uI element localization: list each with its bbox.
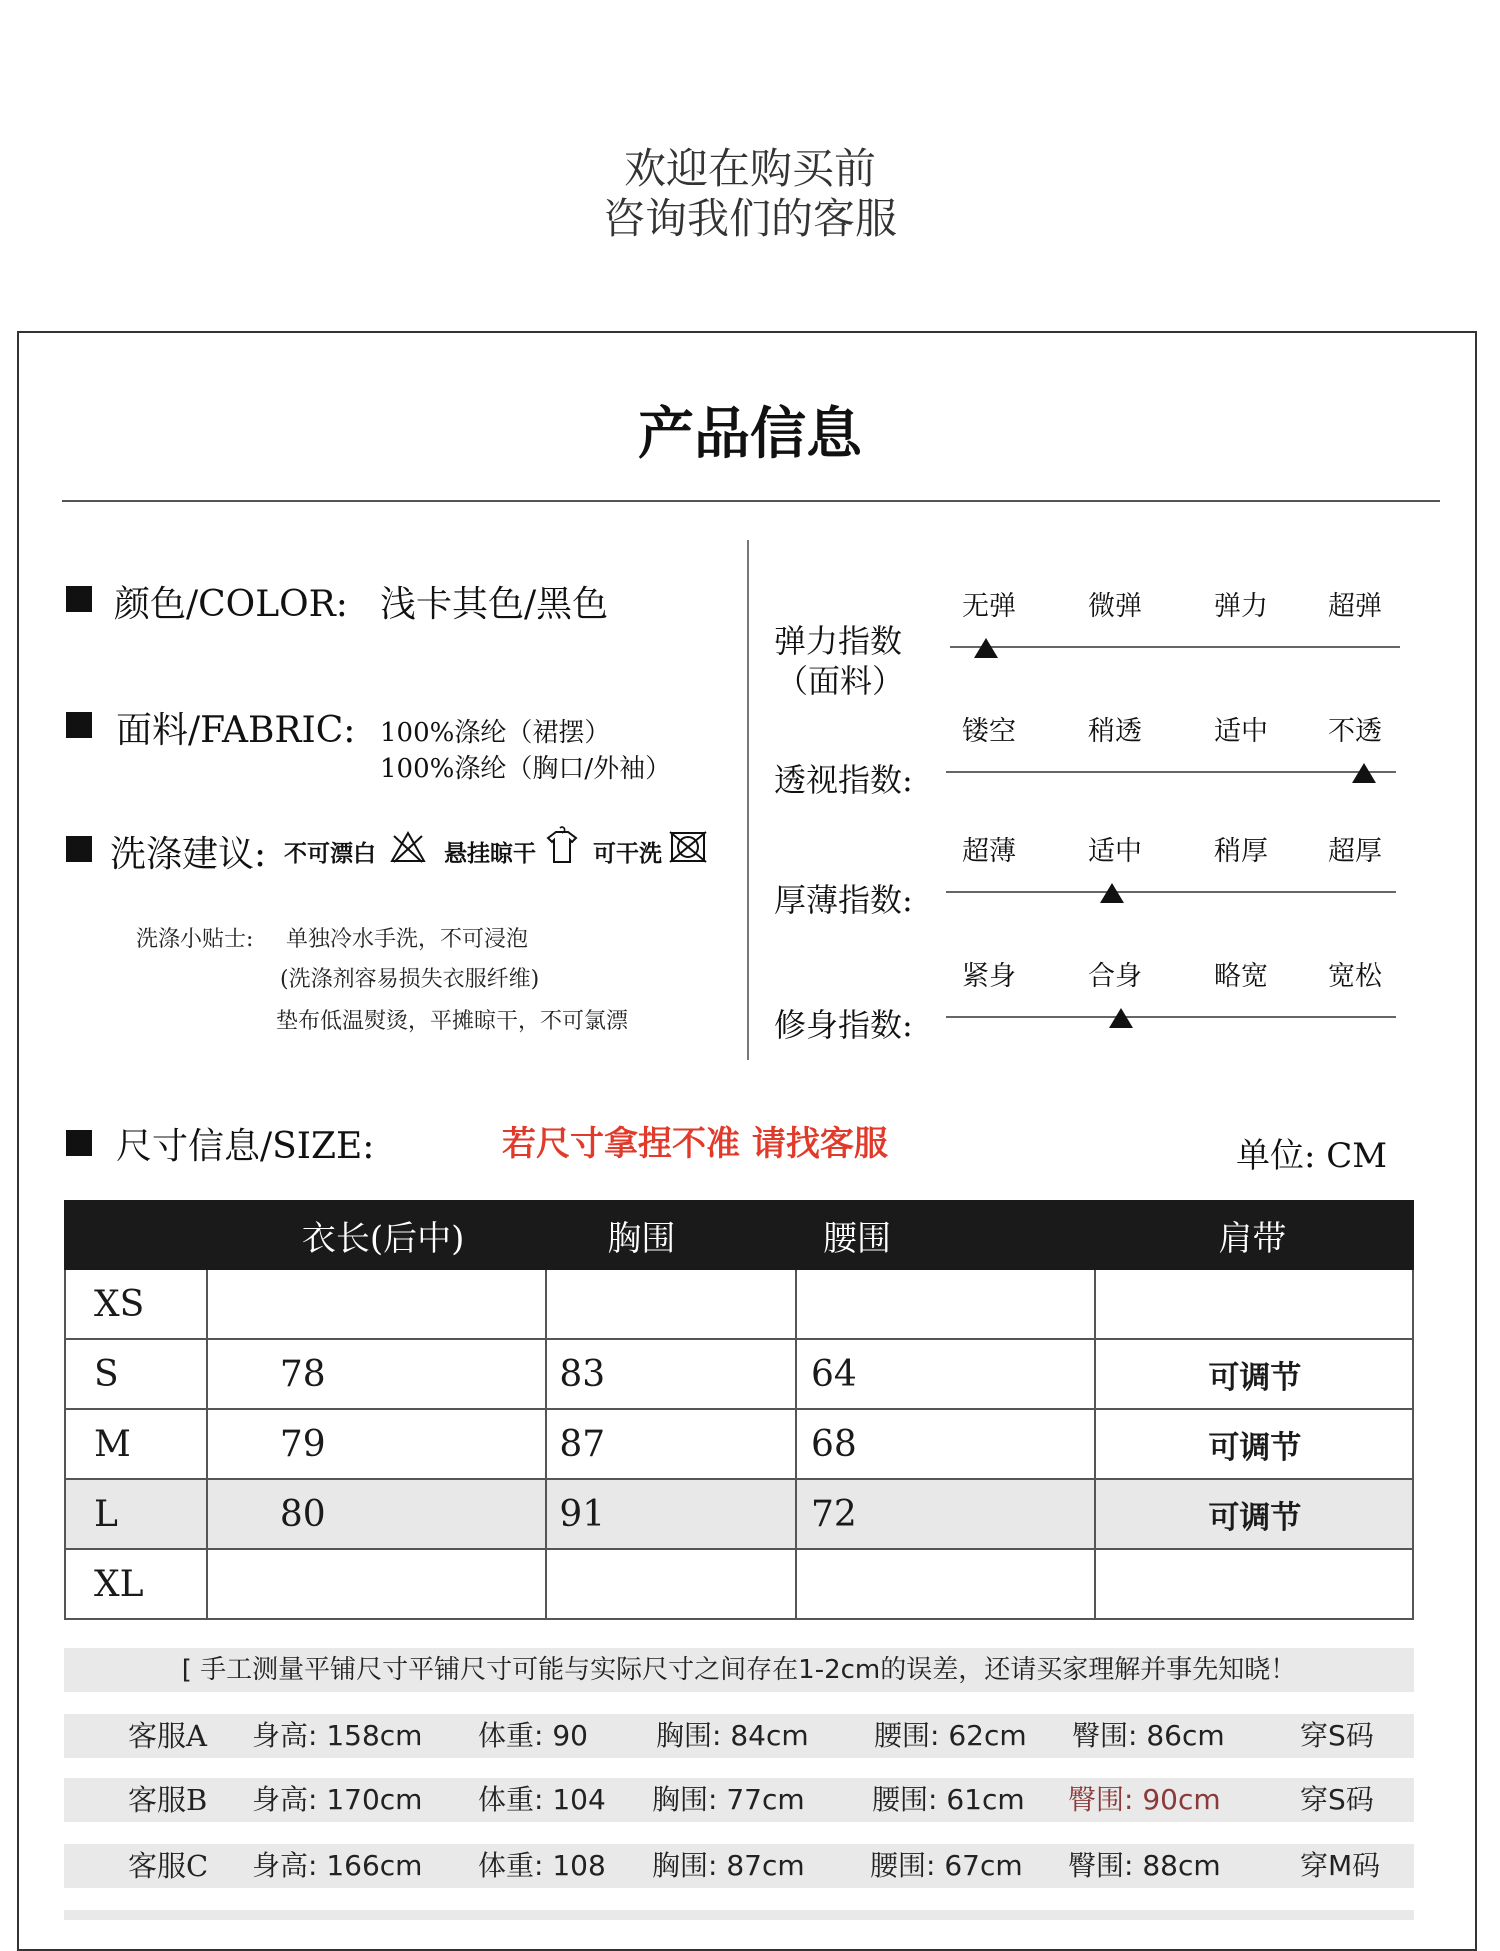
table-row bbox=[65, 1339, 1413, 1409]
model-fit: 穿S码 bbox=[1300, 1783, 1374, 1816]
index-option: 稍透 bbox=[1088, 716, 1142, 747]
index-option: 宽松 bbox=[1328, 961, 1382, 992]
care-label-hang-dry: 悬挂晾干 bbox=[444, 840, 536, 867]
model-fit: 穿S码 bbox=[1300, 1719, 1374, 1752]
model-height: 身高: 158cm bbox=[252, 1719, 423, 1752]
color-label: 颜色/COLOR: bbox=[114, 584, 348, 625]
index-option: 超弹 bbox=[1328, 591, 1382, 622]
tips-line-1: 单独冷水手洗，不可浸泡 bbox=[286, 927, 529, 952]
chest-cell: 91 bbox=[546, 1479, 796, 1549]
index-marker-icon bbox=[1100, 883, 1124, 903]
index-marker-icon bbox=[974, 638, 998, 658]
index-option: 适中 bbox=[1088, 836, 1142, 867]
length-cell bbox=[207, 1269, 547, 1339]
header-line-1: 欢迎在购买前 bbox=[623, 144, 876, 193]
index-option: 略宽 bbox=[1214, 961, 1268, 992]
index-label: 弹力指数 bbox=[774, 622, 903, 660]
index-label: 透视指数: bbox=[774, 761, 913, 799]
waist-cell bbox=[796, 1549, 1095, 1619]
bullet-icon bbox=[66, 836, 92, 862]
index-scale bbox=[946, 1016, 1396, 1018]
index-sublabel: （面料） bbox=[776, 662, 905, 700]
waist-cell: 64 bbox=[796, 1339, 1095, 1409]
length-cell: 79 bbox=[207, 1409, 547, 1479]
size-warning: 若尺寸拿捏不准 请找客服 bbox=[502, 1124, 888, 1164]
size-cell: M bbox=[65, 1409, 207, 1479]
model-chest: 胸围: 84cm bbox=[656, 1719, 809, 1752]
model-row bbox=[64, 1844, 1414, 1888]
table-row bbox=[65, 1409, 1413, 1479]
index-scale bbox=[950, 646, 1400, 648]
fabric-line-2: 100%涤纶（胸口/外袖） bbox=[380, 754, 672, 784]
hang-dry-icon bbox=[544, 826, 580, 864]
model-weight: 体重: 104 bbox=[478, 1783, 606, 1816]
header-cell: 肩带 bbox=[1095, 1201, 1413, 1269]
index-option: 稍厚 bbox=[1214, 836, 1268, 867]
index-option: 弹力 bbox=[1214, 591, 1268, 622]
index-scale bbox=[946, 771, 1396, 773]
strap-cell: 可调节 bbox=[1095, 1339, 1413, 1409]
model-waist: 腰围: 62cm bbox=[874, 1719, 1027, 1752]
fabric-line-1: 100%涤纶（裙摆） bbox=[380, 718, 611, 748]
strap-cell bbox=[1095, 1549, 1413, 1619]
model-fit: 穿M码 bbox=[1300, 1849, 1381, 1882]
index-marker-icon bbox=[1109, 1008, 1133, 1028]
size-cell: L bbox=[65, 1479, 207, 1549]
divider bbox=[62, 500, 1440, 502]
model-height: 身高: 170cm bbox=[252, 1783, 423, 1816]
table-row bbox=[65, 1269, 1413, 1339]
waist-cell: 72 bbox=[796, 1479, 1095, 1549]
no-bleach-icon bbox=[390, 830, 426, 864]
header-cell: 胸围 bbox=[546, 1201, 796, 1269]
model-name: 客服A bbox=[128, 1719, 207, 1753]
chest-cell bbox=[546, 1269, 796, 1339]
dry-clean-icon bbox=[668, 830, 710, 864]
table-row bbox=[65, 1549, 1413, 1619]
index-marker-icon bbox=[1352, 763, 1376, 783]
tips-line-2: (洗涤剂容易损失衣服纤维) bbox=[280, 967, 540, 992]
model-hip: 臀围: 88cm bbox=[1068, 1849, 1221, 1882]
tips-line-3: 垫布低温熨烫，平摊晾干，不可氯漂 bbox=[276, 1009, 629, 1034]
model-weight: 体重: 108 bbox=[478, 1849, 606, 1882]
length-cell bbox=[207, 1549, 547, 1619]
header-line-2: 咨询我们的客服 bbox=[602, 194, 897, 243]
model-weight: 体重: 90 bbox=[478, 1719, 588, 1752]
index-option: 合身 bbox=[1088, 961, 1142, 992]
strap-cell bbox=[1095, 1269, 1413, 1339]
model-hip: 臀围: 90cm bbox=[1068, 1783, 1221, 1816]
chest-cell: 83 bbox=[546, 1339, 796, 1409]
size-table-header bbox=[65, 1201, 1413, 1269]
header-cell: 衣长(后中) bbox=[207, 1201, 547, 1269]
model-waist: 腰围: 67cm bbox=[870, 1849, 1023, 1882]
unit-label: 单位: CM bbox=[1236, 1136, 1388, 1176]
index-option: 超厚 bbox=[1328, 836, 1382, 867]
index-option: 适中 bbox=[1214, 716, 1268, 747]
chest-cell bbox=[546, 1549, 796, 1619]
model-height: 身高: 166cm bbox=[252, 1849, 423, 1882]
fabric-label: 面料/FABRIC: bbox=[116, 710, 356, 751]
column-divider bbox=[747, 540, 749, 1060]
waist-cell bbox=[796, 1269, 1095, 1339]
model-chest: 胸围: 87cm bbox=[652, 1849, 805, 1882]
model-row bbox=[64, 1778, 1414, 1822]
size-label: 尺寸信息/SIZE: bbox=[116, 1126, 375, 1167]
model-name: 客服B bbox=[128, 1783, 208, 1817]
header-cell bbox=[65, 1201, 207, 1269]
index-label: 修身指数: bbox=[774, 1006, 913, 1044]
strap-cell: 可调节 bbox=[1095, 1409, 1413, 1479]
length-cell: 78 bbox=[207, 1339, 547, 1409]
size-cell: S bbox=[65, 1339, 207, 1409]
index-option: 微弹 bbox=[1088, 591, 1142, 622]
index-option: 无弹 bbox=[962, 591, 1016, 622]
measurement-note: [ 手工测量平铺尺寸平铺尺寸可能与实际尺寸之间存在1-2cm的误差，还请买家理解并事先知晓！ bbox=[64, 1648, 1414, 1692]
index-label: 厚薄指数: bbox=[774, 881, 913, 919]
care-label-no-bleach: 不可漂白 bbox=[284, 840, 376, 867]
page-title: 产品信息 bbox=[638, 401, 862, 467]
table-row bbox=[65, 1479, 1413, 1549]
waist-cell: 68 bbox=[796, 1409, 1095, 1479]
bullet-icon bbox=[66, 586, 92, 612]
wash-label: 洗涤建议: bbox=[110, 834, 267, 875]
tips-label: 洗涤小贴士: bbox=[136, 927, 254, 952]
bullet-icon bbox=[66, 712, 92, 738]
size-cell: XL bbox=[65, 1549, 207, 1619]
index-scale bbox=[946, 891, 1396, 893]
index-option: 镂空 bbox=[962, 716, 1016, 747]
model-waist: 腰围: 61cm bbox=[872, 1783, 1025, 1816]
strap-cell: 可调节 bbox=[1095, 1479, 1413, 1549]
model-chest: 胸围: 77cm bbox=[652, 1783, 805, 1816]
color-value: 浅卡其色/黑色 bbox=[380, 584, 609, 625]
care-label-dry-clean: 可干洗 bbox=[593, 840, 662, 867]
index-option: 超薄 bbox=[962, 836, 1016, 867]
model-name: 客服C bbox=[128, 1849, 209, 1883]
index-option: 紧身 bbox=[962, 961, 1016, 992]
model-hip: 臀围: 86cm bbox=[1072, 1719, 1225, 1752]
model-row bbox=[64, 1714, 1414, 1758]
bullet-icon bbox=[66, 1130, 92, 1156]
size-table bbox=[64, 1200, 1414, 1620]
header-cell: 腰围 bbox=[796, 1201, 1095, 1269]
model-row bbox=[64, 1910, 1414, 1920]
length-cell: 80 bbox=[207, 1479, 547, 1549]
size-cell: XS bbox=[65, 1269, 207, 1339]
chest-cell: 87 bbox=[546, 1409, 796, 1479]
index-option: 不透 bbox=[1328, 716, 1382, 747]
